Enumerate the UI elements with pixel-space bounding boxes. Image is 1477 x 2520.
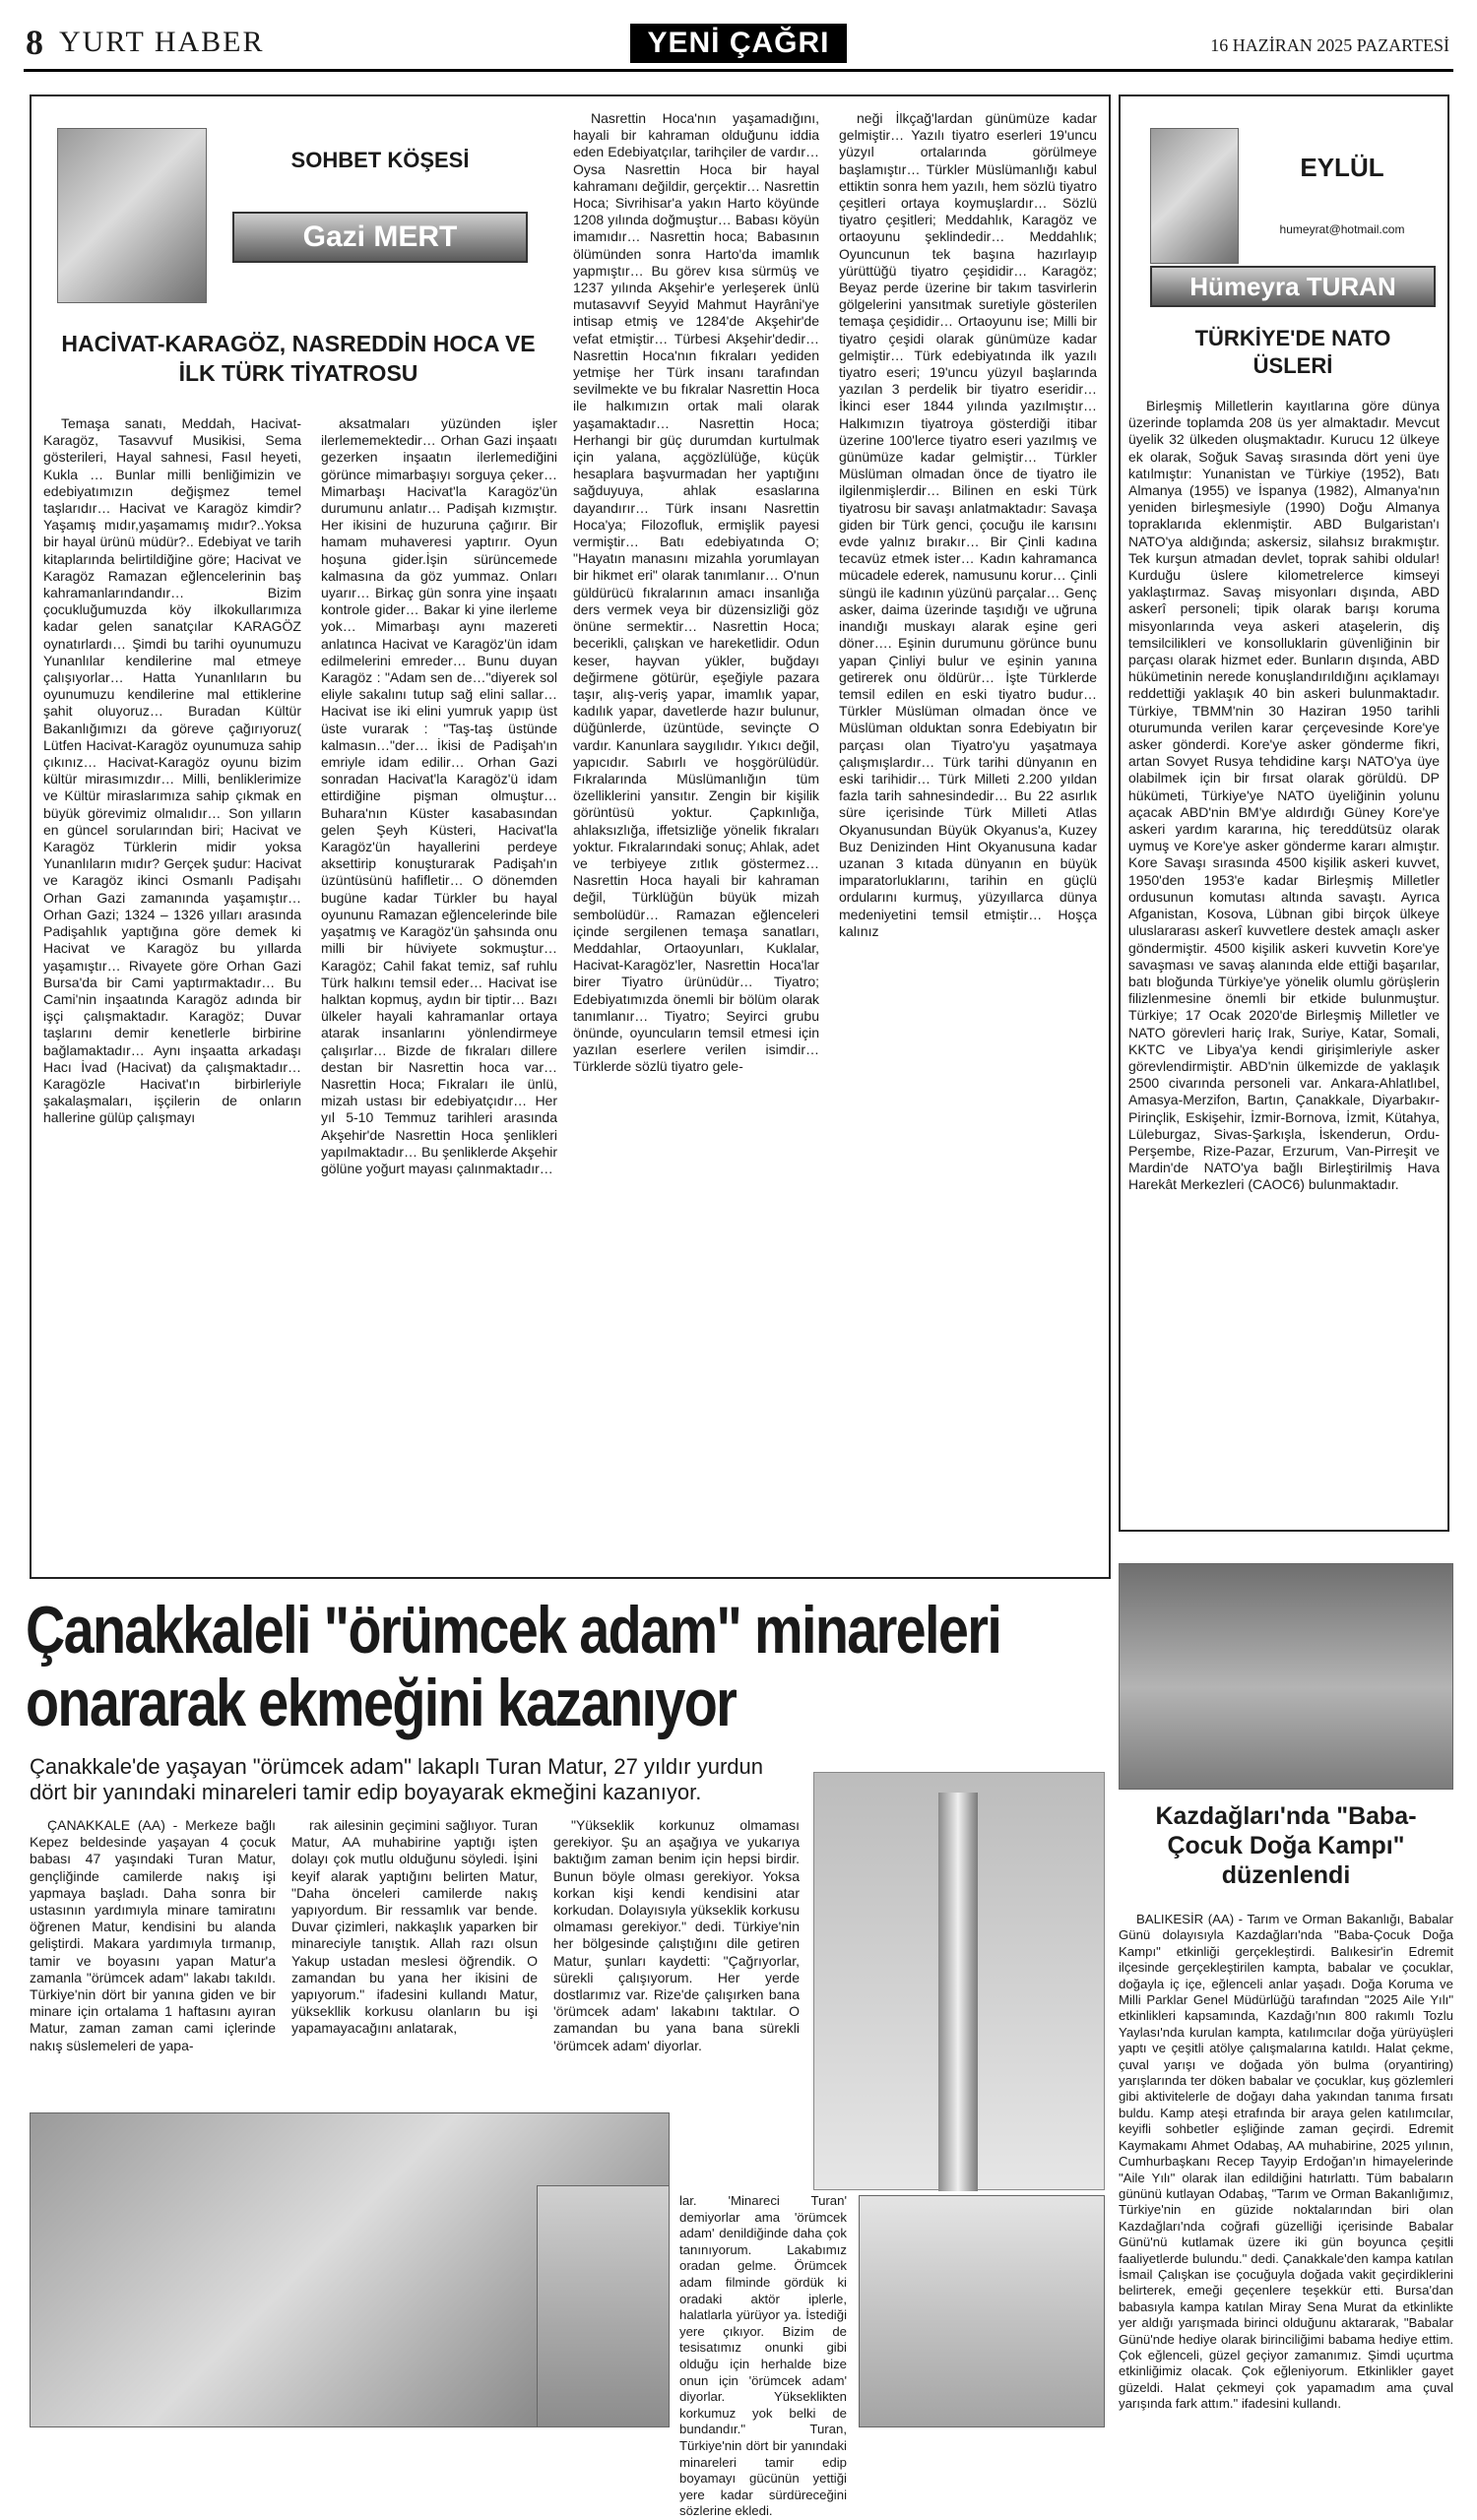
spiderman-painting-photo: [537, 2185, 670, 2427]
story1-text-d: lar. 'Minareci Turan' demiyorlar ama 'örümcek adam' denildiğinde daha çok tanınıyorum. Lakabımız oradan gelme. Örümcek adam filminde gördük ki oradaki aktör iplerle, halatlarla yürüyor ya. İstediği yere çıkıyor. Bizim de tesisatımız onunki gibi olduğu için herhalde bize onun için 'örümcek adam' diyorlar. Yükseklikten korkumuz yok belki de bundandır." Turan, Türkiye'nin dört bir yanındaki minareleri tamir edip boyamayı gücünün yettiği yere kadar sürdüreceğini sözlerine ekledi.: [679, 2193, 847, 2519]
page-number: 8: [26, 23, 43, 62]
story1-deck: Çanakkale'de yaşayan "örümcek adam" lakaplı Turan Matur, 27 yıldır yurdun dört bir yanındaki minareleri tamir edip boyayarak ekmeğini kazanıyor.: [30, 1754, 763, 1804]
column2-series-label: EYLÜL: [1300, 153, 1384, 182]
author-name-banner: [232, 212, 528, 263]
author-email: humeyrat@hotmail.com: [1279, 222, 1405, 236]
story1-text-c: "Yükseklik korkunuz olmaması gerekiyor. Şu an aşağıya ve yukarıya baktığım zaman benim için hepsi birdir. Bunun böyle olması gerekiyor. Yoksa korkan kişi kendi kendisini atar korkudan. Dolayısıyla yükseklik korkusu olmaması gerekiyor." dedi. Türkiye'nin her bölgesinde çalıştığını dile getiren Matur, şunları kaydetti: "Çağrıyorlar, sürekli çalışıyorum. Her yerde dostlarımız var. Rize'de çalışırken bana 'örümcek adam' lakabını taktılar. O zamandan bu yana bana sürekli 'örümcek adam' diyorlar.: [553, 1817, 800, 2053]
column1-text-d: neği İlkçağ'lardan günümüze kadar gelmiştir… Yazılı tiyatro eserleri 19'uncu yüzyıl ortalarında görülmeye başlamıştır… Türkler Müslümanlığı kabul ettiktin sonra hem yazılı, hem sözlü tiyatro çeşitleri ortaya koymuşlardır… Sözlü tiyatro çeşitleri; Meddahlık, Karagöz ve ortaoyunu şeklindedir… Meddahlık; Oyuncunun tek başına hazırlayıp yürüttüğü tiyatro çeşididir… Karagöz; Beyaz perde üzerine bir takım tasvirlerin gölgelerini yansıtmak suretiyle gösterilen temaşa çeşididir… Ortaoyunu ise; Milli bir tiyatro çeşidi olarak günümüze kadar gelmiştir… Türk edebiyatında ilk yazılı tiyatro eseri; 19'uncu yüzyıl başlarında yazılan 3 perdelik bir tiyatro eseridir… İkinci eser 1844 yılında yazılmıştır… Halkımızın tiyatroya gösterdiği itibar üzerine 100'lerce tiyatro eseri yazılmış ve günümüze kadar gelmiştir… Türkler Müslüman olmadan önce de tiyatro ile ilgilenmişlerdir… Bilinen en eski Türk tiyatrosu bir savaşı anlatmaktadır: Savaşa giden bir Türk genci, çocuğu ile karısını evde yalnız bırakır… Bir Çinli kadına tecavüz etmek ister… Kadın kahramanca mücadele ederek, namusunu korur… Çinli süngü ile kadının yüzünü parçalar… Genç asker, daima üzerinde taşıdığı ve uğruna inandığı muskayı alarak eşine geri döner…. Eşinin durumunu görünce bunu yapan Çinliyi bulur ve eşinin yanına getirerek onu öldürür… İşte Türklerde temsil edilen en eski tiyatro budur… Türkler Müslüman olmadan önce ve Müslüman olduktan sonra Edebiyatın bir parçası olan Tiyatro'yu yaşatmaya çalışmışlardır… Türk tarihi dünyanın en eski tarihidir… Türk Milleti 2.200 yıldan fazla tarih sahnesindedir… Bu 22 asırlık süre içerisinde Türk Milleti Atlas Okyanusundan Büyük Okyanus'a, Kuzey Buz Denizinden Hint Okyanusuna kadar uzanan 3 kıtada dünyanın en büyük imparatorluklarını, tarihin en güçlü ordularını kurmuş, yüzyıllarca dünya medeniyetini temsil etmiştir… Hoşça kalınız: [839, 110, 1097, 939]
newspaper-logo: YENİ ÇAĞRI: [630, 24, 847, 63]
story2-text: BALIKESİR (AA) - Tarım ve Orman Bakanlığı, Babalar Günü dolayısıyla Kazdağları'nda "Baba-Çocuk Doğa Kampı" etkinliği gerçekleştirdi. Balıkesir'in Edremit ilçesinde gerçekleştirilen kampta, babalar ve çocuklar, doğayla iç içe, eğlenceli anlar yaşadı. Doğa Koruma ve Milli Parklar Genel Müdürlüğü tarafından "2025 Aile Yılı" etkinlikleri kapsamında, Kazdağı'nın 800 rakımlı Tozlu Yaylası'nda kurulan kampta, katılımcılar doğa yürüyüşleri yaptı ve çeşitli atölye çalışmalarına katıldı. Halat çekme, çuval yarışı ve doğada yön bulma (oryantiring) yarışlarında ter döken babalar ve çocuklar, kuş gözlemleri gibi aktivitelerle de doğayı daha yakından tanıma fırsatı buldu. Kamp ateşi etrafında bir araya gelen katılımcılar, keyifli sohbetler eşliğinde zaman geçirdi. Edremit Kaymakamı Ahmet Odabaş, AA muhabirine, 2025 yılının, Cumhurbaşkanı Recep Tayyip Erdoğan'ın himayelerinde "Aile Yılı" olarak ilan edildiğini hatırlattı. Tüm babaların gününü kutlayan Odabaş, "Tarım ve Orman Bakanlığımız, Türkiye'nin en güzide noktalarından biri olan Kazdağları'nda coğrafi güzelliği içerisinde Babalar Günü'nü kutlamak üzere iki gün boyunca çeşitli faaliyetlerde bulundu." dedi. Çanakkale'den kampa katılan İsmail Çalışkan ise çocuğuyla doğada vakit geçirdiklerini belirterek, emeği geçenlere teşekkür etti. Bursa'dan babasıyla kampa katılan Miray Sena Murat da etkinlikte yer aldığı yarışmada birinci olduğunu aktararak, "Babalar Günü'nde hediye olarak birinciliğimi babama hediye ettim. Çok eğlenceli, güzel geçiyor zamanımız. Şimdi uçurtma etkinliğimiz olacak. Çok eğleniyorum. Etkinlikler gayet güzeldi. Halat çekmeyi çok yapamadım ama çuval yarışında fark attım." ifadesini kullandı.: [1119, 1912, 1453, 2412]
author-name: Gazi MERT: [302, 220, 458, 253]
story1-text-b: rak ailesinin geçimini sağlıyor. Turan Matur, AA muhabirine yaptığı işten dolayı çok mutlu olduğunu söyledi. İşini keyif alarak yaptığını belirten Matur, "Daha önceleri camilerde nakış yapıyordum. Bir ressamlık var bende. Duvar çizimleri, nakkaşlık yaparken bir minareciyle tanıştık. Allah razı olsun Yakup ustadan meslesi öğrendik. O zamandan bu yana her ikisini de yapıyorum." ifadesini kullandı Matur, yüksekllik korkusu olanların bu işi yapamayacağını anlatarak,: [291, 1817, 538, 2037]
author-photo-humeyra-turan: [1150, 128, 1239, 264]
issue-date: 16 HAZİRAN 2025 PAZARTESİ: [1210, 35, 1449, 55]
column2-title: TÜRKİYE'DE NATO ÜSLERİ: [1194, 326, 1391, 378]
column1-text-c: Nasrettin Hoca'nın yaşamadığını, hayali bir kahraman olduğunu iddia eden Edebiyatçılar, tarihçiler de vardır… Oysa Nasrettin Hoca bir hayal kahramanı değildir, gerçektir… Nasrettin Hoca; Sivrihisar'a yakın Harto köyünde 1208 yılında doğmuştur… Babası köyün imamıdır… Nasrettin hoca; Babasının ölümünden sonra Harto'da imamlık yapmıştır… Bu görev kısa sürmüş ve 1237 yılında Akşehir'e yerleşerek ünlü mutasavvıf Seyyid Mahmut Hayrâni'ye intisap etmiş ve 1284'de Akşehir'de vefat etmiştir… Türbesi Akşehir'dedir… Nasrettin Hoca'nın fıkraları yediden yetmişe her Türk insanı tarafından sevilmekte ve bu fıkralar Nasrettin Hoca ile halkımızın ortak mali olarak yaşamaktadır… Nasrettin Hoca; Herhangi bir güç durumdan kurtulmak için yalana, açgözlülüğe, küçük hesaplara başvurmadan her yaptığını sağduyuya, ahlak esaslarına dayandırır… Türk insanı Nasrettin Hoca'ya; Filozofluk, ermişlik payesi vermiştir… Batı edebiyatında O; "Hayatın manasını mizahla yorumlayan bir hikmet eri" olarak tanımlanır… O'nun güldürücü fıkralarının amacı insanlığa ders vermek veya bir düzensizliği göz önüne sermektir… Nasrettin Hoca; becerikli, çalışkan ve hareketlidir. Odun keser, hayvan yükler, buğdayı değirmene götürür, eşeğiyle pazara taşır, alış-veriş yapar, imamlık yapar, kadılık yapar, davetlerde hazır bulunur, düğünlerde, üzüntüde, sevinçte O vardır. Kanunlara saygılıdır. Yıkıcı değil, yapıcıdır. Sabırlı ve hoşgörülüdür. Fıkralarında Müslümanlığın tüm özelliklerini yansıtır. Zengin bir kişilik görüntüsü yoktur. Çapkınlığa, ahlaksızlığa, iffetsizliğe yönelik fıkraları yoktur. Fıkralarındaki sonuç; Ahlak, adet ve terbiyeye zıtlık göstermez… Nasrettin Hoca hayali bir kahraman değil, Türklüğün büyük mizah sembolüdür… Ramazan eğlenceleri içinde sergilenen temaşa sanatları, Meddahlar, Ortaoyunları, Kuklalar, Hacivat-Karagöz'ler, Nasrettin Hoca'lar birer Tiyatro ürünüdür… Tiyatro; Edebiyatımızda önemli bir bölüm olarak tanımlanır… Tiyatro; Seyirci grubu önünde, oyuncuların temsil etmesi için yazılan eserlere verilen isimdir… Türklerde sözlü tiyatro gele-: [573, 110, 819, 1075]
author2-name-banner: [1150, 266, 1436, 307]
minaret-spire: [938, 1793, 978, 2191]
column2-text: Birleşmiş Milletlerin kayıtlarına göre dünya üzerinde toplamda 208 üs yer almaktadır. Mevcut üyelik 32 ülkeden oluşmaktadır. Kurucu 12 ülkeye ek olarak, Soğuk Savaş sırasında dört yeni üye katılmıştır: Yunanistan ve Türkiye (1952), Batı Almanya (1955) ve İspanya (1982), Almanya'nın yeniden birleşmesiyle (1990) Doğu Almanya topraklarıda eklenmiştir. ABD Bulgaristan'ı NATO'ya aldığında; askersiz, silahsız bırakmıştır. Tek kurşun atmadan devlet, toprak sahibi oldular! Kurduğu üslere kilometrelerce kimseyi yaklaştırmaz. Savaş misyonları dışında, ABD askerî personeli; tipik olarak barışı koruma misyonlarında veya askeri ataşelerin, diş temsilcilikleri ve konsolluklarin güvenliğinin bir parçası olarak hizmet eder. Bunların dışında, ABD hükümetinin nerede konuşlandırıldığını açıklamayı reddettiği yaklaşık 40 bin askeri bulunmaktadır. Türkiye, TBMM'nin 30 Haziran 1950 tarihli oturumunda verilen karar çerçevesinde Kore'ye asker gönderdi. Kore'ye asker gönderme fikri, artan Sovyet Rusya tehdidine karşı NATO'ya üye olabilmek için bir fırsat olarak görüldü. DP hükümeti, Türkiye'ye NATO üyeliğinin yolunu açacak ABD'nin BM'ye aldırdığı Güney Kore'ye askeri yardım kararına, hiç tereddütsüz olarak uymuş ve Kore'ye asker gönderme kararı almıştır. Kore Savaşı sırasında 4500 kişilik askeri kuvvet, 1950'den 1953'e kadar Birleşmiş Milletler ordusunun komutası altında savaştı. Ayrıca Afganistan, Kosova, Lübnan gibi birçok ülkeye uluslararası askerî kuvvetlere destek amaçlı asker göndermiştir. 4500 kişilik askeri kuvvetin Kore'ye savaşması ve savaş alanında elde ettiği başarılar, batı bloğunda Türkiye'ye yönelik olumlu görüşlerin filizlenmesine önemli bir etkide bulunmuştur. Türkiye; 17 Ocak 2020'de Birleşmiş Milletler ve NATO görevleri hariç Irak, Suriye, Katar, Somali, KKTC ve Libya'ya kendi girişimleriyle asker görevlendirmiştir. ABD'nin ülkemizde de yaklaşık 2500 civarında personeli var. Ankara-Ahlatlıbel, Amasya-Merzifon, Bartın, Çanakkale, Diyarbakır-Pirinçlik, Eskişehir, İzmir-Bornova, İzmit, Kütahya, Lüleburgaz, Sivas-Şarkışla, İskenderun, Ordu-Perşembe, Rize-Pazar, Erzurum, Van-Pirreşit ve Mardin'de NATO'ya bağlı Birleştirilmiş Hava Harekât Merkezleri (CAOC6) bulunmaktadır.: [1128, 398, 1440, 1193]
author-photo-gazi-mert: [57, 128, 207, 303]
story1-text-a: ÇANAKKALE (AA) - Merkeze bağlı Kepez beldesinde yaşayan 4 çocuk babası 47 yaşındaki Turan Matur, gençliğinde camilerde nakış işi yapmaya başladı. Daha sonra bir ustasının yardımıyla minare tamiratını öğrenen Matur, kendisini bu alanda geliştirdi. Makara yardımıyla tırmanıp, tamir ve boyasını yapan Matur'a zamanla "örümcek adam" lakabı takıldı. Türkiye'nin dört bir yanına giden ve bir minare için ortalama 1 haftasını ayıran Matur, zaman zaman cami içlerinde nakış süslemeleri de yapa-: [30, 1817, 276, 2053]
minaret-photo: [813, 1772, 1105, 2190]
column-title: HACİVAT-KARAGÖZ, NASREDDİN HOCA VE İLK TÜRK TİYATROSU: [61, 331, 536, 386]
section-title: YURT HABER: [59, 26, 265, 58]
minaret-balcony-photo: [859, 2195, 1105, 2427]
column-series-label: SOHBET KÖŞESİ: [290, 148, 470, 172]
column1-text-b: aksatmaları yüzünden işler ilerlememektedir… Orhan Gazi inşaatı gezerken inşaatın ilerlemediğini görünce mimarbaşıyı sorguya çeker… Mimarbaşı Hacivat'la Karagöz'ün durumunu anlatır… Padişah kızmıştır. Her ikisini de huzuruna çağırır. Bir hamam muhaveresi yaptırır. Oyun hoşuna gider.İşin sürüncemede kalmasına da göz yummaz. Onları uyarır… Birkaç gün sonra yine inşaatı kontrole gider… Bakar ki yine ilerleme yok… Mimarbaşı aynı mazereti anlatınca Hacivat ve Karagöz'ün idam edilmelerini emreder… Bunu duyan Karagöz : "Adam sen de…"diyerek sol eliyle sakalını tutup sağ elini sallar… Hacivat ise iki elini yumruk yapıp üst üste vurarak : "Taş-taş üstünde kalmasın…"der… İkisi de Padişah'ın emriyle idam edilir… Orhan Gazi sonradan Hacivat'la Karagöz'ü idam ettirdiğine pişman olmuştur… Buhara'nın Küster kasabasından gelen Şeyh Küsteri, Hacivat'la Karagöz'ün hayallerini perdeye aksettirip konuşturarak Padişah'ın üzüntüsünü hafifletir… O dönemden bugüne kadar Türkler bu hayal oyununu Ramazan eğlencelerinde bile yaşatmış ve Karagöz'ün şahsında onu milli bir hüviyete sokmuştur… Karagöz; Cahil fakat temiz, saf ruhlu Türk halkını temsil eder… Hacivat ise halktan kopmuş, aydın bir tiptir… Bazı ülkeler hayali kahramanlar ortaya atarak insanlarını yönlendirmeye çalışırlar… Bizde de fıkraları dillere destan bir Nasrettin hoca var… Nasrettin Hoca; Fıkraları ile ünlü, mizah ustası bir edebiyatçıdır… Her yıl 5-10 Temmuz tarihleri arasında Akşehir'de Nasrettin Hoca şenlikleri yapılmaktadır… Bu şenliklerde Akşehir gölüne yoğurt mayası çalınmaktadır…: [321, 415, 557, 1176]
camp-group-photo: [1119, 1563, 1453, 1790]
header-divider: [24, 69, 1453, 72]
author2-name: Hümeyra TURAN: [1189, 272, 1396, 301]
story1-headline-line1: Çanakkaleli "örümcek adam" minareleri: [26, 1593, 1001, 1668]
story2-headline: Kazdağları'nda "Baba-Çocuk Doğa Kampı" düzenlendi: [1155, 1802, 1417, 1889]
column1-text-a: Temaşa sanatı, Meddah, Hacivat-Karagöz, Tasavvuf Musikisi, Sema gösterileri, Hayal sahnesi, Fasıl heyeti, Kukla … Bunlar milli benliğimizin ve edebiyatımızın değişmez temel taşlarıdır… Hacivat ve Karagöz kimdir? Yaşamış mıdır,yaşamamış mıdır?..Yoksa bir hayal ürünü müdür?.. Edebiyat ve tarih kitaplarında belirtildiğine göre; Hacivat ve Karagöz Ramazan eğlencelerinin baş kahramanlarındandır… Bizim çocukluğumuzda köy ilkokullarımıza kadar gelen sanatçılar KARAGÖZ oynatırlardı… Şimdi bu tarihi oyunumuzu Yunanlılar kendilerine mal etmeye çalışıyorlar… Hatta Yunanlıların bu oyunumuzu kendilerine mal ettiklerine şahit oluyoruz… Buradan Kültür Bakanlığımızı da göreve çağırıyoruz( Lütfen Hacivat-Karagöz oyunumuza sahip çıkınız… Hacivat-Karagöz oyunu bizim kültür mirasımızdır… Milli, benliklerimize ve Kültür miraslarımıza sahip çıkmak en büyük görevimiz olmalıdır… Son yılların en güncel sorularından biri; Hacivat ve Karagöz Türklerin midir yoksa Yunanlıların mıdır? Gerçek şudur: Hacivat ve Karagöz ikinci Osmanlı Padişahı Orhan Gazi zamanında yaşamıştır… Orhan Gazi; 1324 – 1326 yılları arasında Padişahlık yaptığına göre demek ki Hacivat ve Karagöz bu yıllarda yaşamıştır… Rivayete göre Orhan Gazi Bursa'da bir Cami yaptırmaktadır… Bu Cami'nin inşaatında Karagöz adında bir işçi çalışmaktadır. Karagöz; Duvar taşlarını demir kenetlerle birbirine bağlamaktadır… Aynı inşaatta arkadaşı Hacı İvad (Hacivat) da çalışmaktadır… Karagözle Hacivat'ın birbirleriyle şakalaşmaları, işçilerin de onların hallerine gülüp çalışmayı: [43, 415, 301, 1126]
story1-headline-line2: onararak ekmeğini kazanıyor: [26, 1666, 737, 1740]
